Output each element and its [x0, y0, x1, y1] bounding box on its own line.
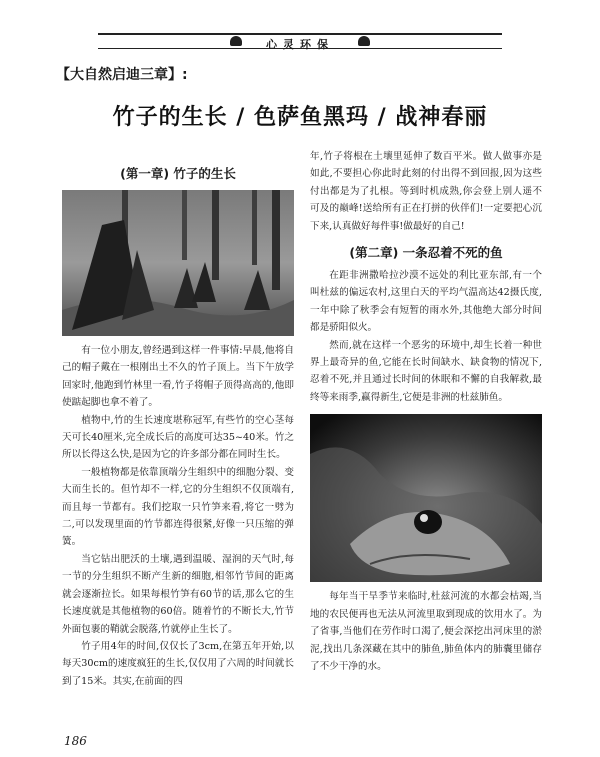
chapter1-paragraph: 竹子用4年的时间,仅仅长了3cm,在第五年开始,以每天30cm的速度疯狂的生长,仅仅用了六周的时间就长到了15米。其实,在前面的四	[62, 640, 294, 687]
chapter2-paragraph: 在距非洲撒哈拉沙漠不远处的利比亚东部,有一个叫杜兹的偏远农村,这里白天的平均气温高达42摄氏度,一年中除了秋季会有短暂的雨水外,其他绝大部分时间都是骄阳似火。	[310, 270, 542, 334]
page-number: 186	[64, 734, 87, 748]
lungfish-photo	[310, 414, 542, 582]
section-label: 【大自然启迪三章】:	[56, 67, 188, 83]
chapter2-paragraph: 每年当干旱季节来临时,杜兹河流的水都会枯竭,当地的农民便再也无法从河流里取到现成的饮用水了。为了省事,当他们在劳作时口渴了,便会深挖出河床里的淤泥,找出几条深藏在其中的肺鱼,肺鱼体内的肺囊里储存了不少干净的水。	[310, 591, 542, 672]
chapter1-continued-paragraph: 年,竹子将根在土壤里延伸了数百平米。做人做事亦是如此,不要担心你此时此刻的付出得不到回报,因为这些付出都是为了扎根。等到时机成熟,你会登上别人遥不可及的巅峰!送给所有正在打拼的伙伴们!一定要把心沉下来,认真做好每件事!做最好的自己!	[310, 151, 542, 232]
chapter1-paragraph: 一般植物都是依靠顶端分生组织中的细胞分裂、变大而生长的。但竹却不一样,它的分生组织不仅顶端有,而且每一节都有。我们挖取一只竹笋来看,将它一劈为二,可以发现里面的竹节都连得很紧,好像一只压缩的弹簧。	[62, 466, 294, 548]
chapter2-paragraph: 然而,就在这样一个恶劣的环境中,却生长着一种世界上最奇异的鱼,它能在长时间缺水、缺食物的情况下,忍着不死,并且通过长时间的休眠和不懈的自我解救,最终等来雨季,赢得新生,它便是非洲的杜兹肺鱼。	[310, 339, 542, 403]
running-title: 心灵环保	[266, 38, 334, 51]
header-rule	[98, 33, 502, 35]
page-title: 竹子的生长 / 色萨鱼黑玛 / 战神春丽	[112, 105, 488, 130]
right-column	[310, 148, 542, 675]
bamboo-shoots-photo	[62, 190, 294, 336]
chapter1-paragraph: 植物中,竹的生长速度堪称冠军,有些竹的空心茎每天可长40厘米,完全成长后的高度可达35~40米。竹之所以长得这么快,是因为它的许多部分都在同时生长。	[62, 414, 294, 461]
chapter1-paragraph: 当它钻出肥沃的土壤,遇到温暖、湿润的天气时,每一节的分生组织不断产生新的细胞,相邻竹节间的距离就会逐渐拉长。如果每根竹笋有60节的话,那么它的生长速度就是其他植物的60倍。随着竹的不断长大,竹节外面包裹的鞘就会脱落,竹就停止生长了。	[62, 553, 294, 635]
left-column	[62, 164, 294, 690]
chapter2-title: (第二章) 一条忍着不死的鱼	[349, 245, 503, 261]
chapter1-paragraph: 有一位小朋友,曾经遇到这样一件事情:早晨,他将自己的帽子戴在一根刚出土不久的竹子顶上。当下午放学回家时,他跑到竹林里一看,竹子将帽子顶得高高的,他即使踮起脚也拿不着了。	[62, 345, 294, 409]
chapter1-title: (第一章) 竹子的生长	[120, 166, 236, 181]
